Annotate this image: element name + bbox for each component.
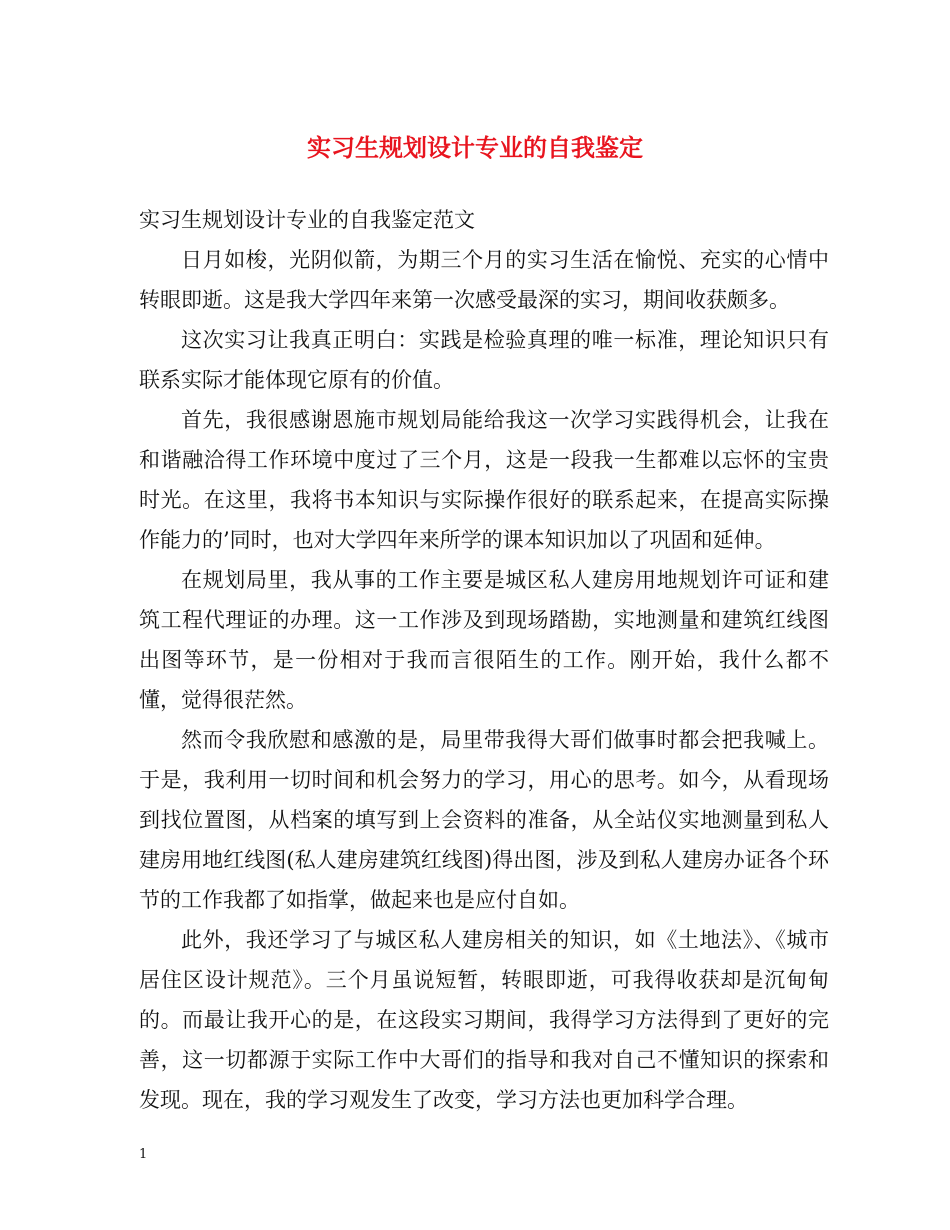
paragraph-6: 此外，我还学习了与城区私人建房相关的知识，如《土地法》、《城市居住区设计规范》。三个月虽说短暂，转眼即逝，可我得收获却是沉甸甸的。而最让我开心的是，在这段实习期间，我得学习方法得到了更好的完善，这一切都源于实际工作中大哥们的指导和我对自己不懂知识的探索和发现。现在，我的学习观发生了改变，学习方法也更加科学合理。 xyxy=(139,928,829,1112)
document-subtitle: 实习生规划设计专业的自我鉴定范文 xyxy=(139,208,475,232)
page-number: 1 xyxy=(139,1147,148,1162)
document-body xyxy=(139,200,829,1120)
paragraph-5: 然而令我欣慰和感激的是，局里带我得大哥们做事时都会把我喊上。于是，我利用一切时间和机会努力的学习，用心的思考。如今，从看现场到找位置图，从档案的填写到上会资料的准备，从全站仪实地测量到私人建房用地红线图(私人建房建筑红线图)得出图，涉及到私人建房办证各个环节的工作我都了如指掌，做起来也是应付自如。 xyxy=(139,728,829,912)
document-title: 实习生规划设计专业的自我鉴定 xyxy=(307,133,643,162)
paragraph-2: 这次实习让我真正明白：实践是检验真理的唯一标准，理论知识只有联系实际才能体现它原有的价值。 xyxy=(139,328,829,392)
paragraph-1: 日月如梭，光阴似箭，为期三个月的实习生活在愉悦、充实的心情中转眼即逝。这是我大学四年来第一次感受最深的实习，期间收获颇多。 xyxy=(139,248,829,312)
paragraph-4: 在规划局里，我从事的工作主要是城区私人建房用地规划许可证和建筑工程代理证的办理。这一工作涉及到现场踏勘，实地测量和建筑红线图出图等环节，是一份相对于我而言很陌生的工作。刚开始，我什么都不懂，觉得很茫然。 xyxy=(139,568,829,712)
paragraph-3: 首先，我很感谢恩施市规划局能给我这一次学习实践得机会，让我在和谐融洽得工作环境中度过了三个月，这是一段我一生都难以忘怀的宝贵时光。在这里，我将书本知识与实际操作很好的联系起来，在提高实际操作能力的’同时，也对大学四年来所学的课本知识加以了巩固和延伸。 xyxy=(139,408,829,552)
